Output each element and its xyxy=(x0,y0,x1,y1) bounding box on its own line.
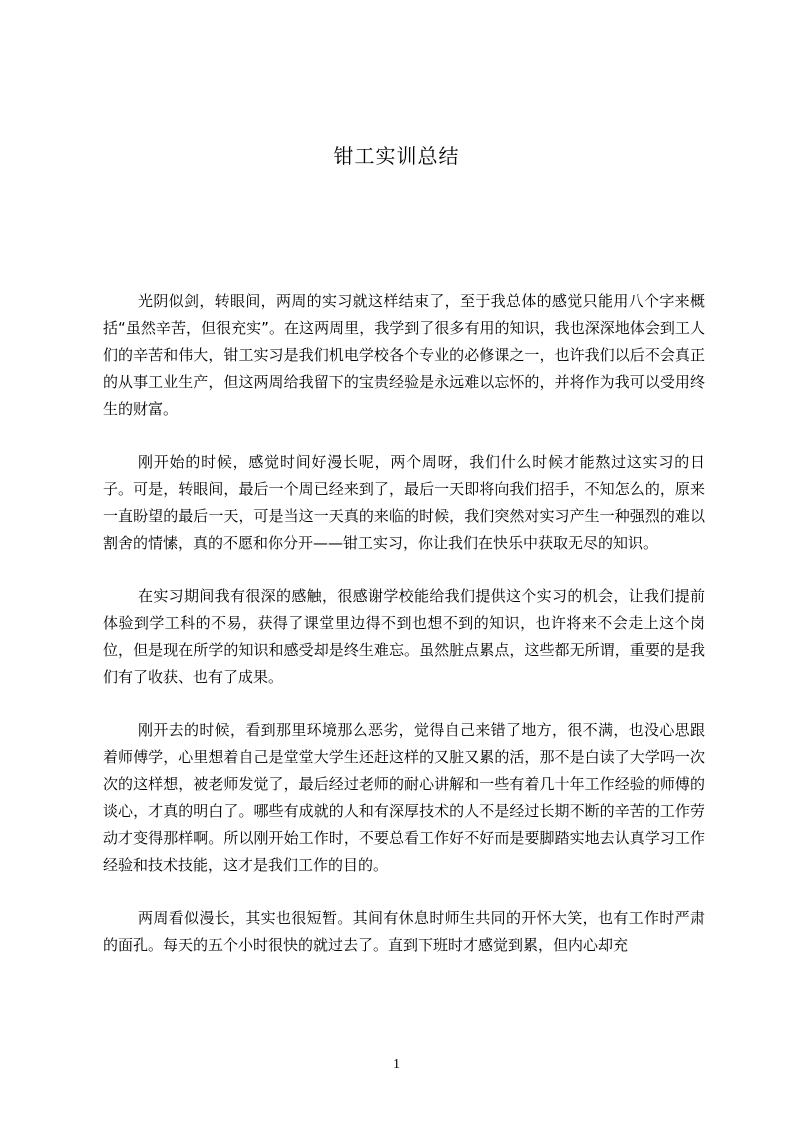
paragraph: 光阴似剑，转眼间，两周的实习就这样结束了，至于我总体的感觉只能用八个字来概括“虽然辛苦，但很充实”。在这两周里，我学到了很多有用的知识，我也深深地体会到工人们的辛苦和伟大，钳工实习是我们机电学校各个专业的必修课之一，也许我们以后不会真正的从事工业生产，但这两周给我留下的宝贵经验是永远难以忘怀的，并将作为我可以受用终生的财富。 xyxy=(103,292,705,418)
paragraph: 两周看似漫长，其实也很短暂。其间有休息时师生共同的开怀大笑，也有工作时严肃的面孔。每天的五个小时很快的就过去了。直到下班时才感觉到累，但内心却充 xyxy=(103,909,705,954)
page-title: 钳工实训总结 xyxy=(333,144,460,168)
document-body xyxy=(103,288,705,985)
paragraph: 在实习期间我有很深的感触，很感谢学校能给我们提供这个实习的机会，让我们提前体验到学工科的不易，获得了课堂里边得不到也想不到的知识，也许将来不会走上这个岗位，但是现在所学的知识和感受却是终生难忘。虽然脏点累点，这些都无所谓，重要的是我们有了收获、也有了成果。 xyxy=(103,587,705,686)
paragraph: 刚开去的时候，看到那里环境那么恶劣，觉得自己来错了地方，很不满，也没心思跟着师傅学，心里想着自己是堂堂大学生还赶这样的又脏又累的活，那不是白读了大学吗一次次的这样想，被老师发觉了，最后经过老师的耐心讲解和一些有着几十年工作经验的师傅的谈心，才真的明白了。哪些有成就的人和有深厚技术的人不是经过长期不断的辛苦的工作劳动才变得那样啊。所以刚开始工作时，不要总看工作好不好而是要脚踏实地去认真学习工作经验和技术技能，这才是我们工作的目的。 xyxy=(103,721,705,874)
page-number: 1 xyxy=(393,1057,400,1072)
paragraph: 刚开始的时候，感觉时间好漫长呢，两个周呀，我们什么时候才能熬过这实习的日子。可是，转眼间，最后一个周已经来到了，最后一天即将向我们招手，不知怎么的，原来一直盼望的最后一天，可是当这一天真的来临的时候，我们突然对实习产生一种强烈的难以割舍的情愫，真的不愿和你分开——钳工实习，你让我们在快乐中获取无尽的知识。 xyxy=(103,453,705,552)
